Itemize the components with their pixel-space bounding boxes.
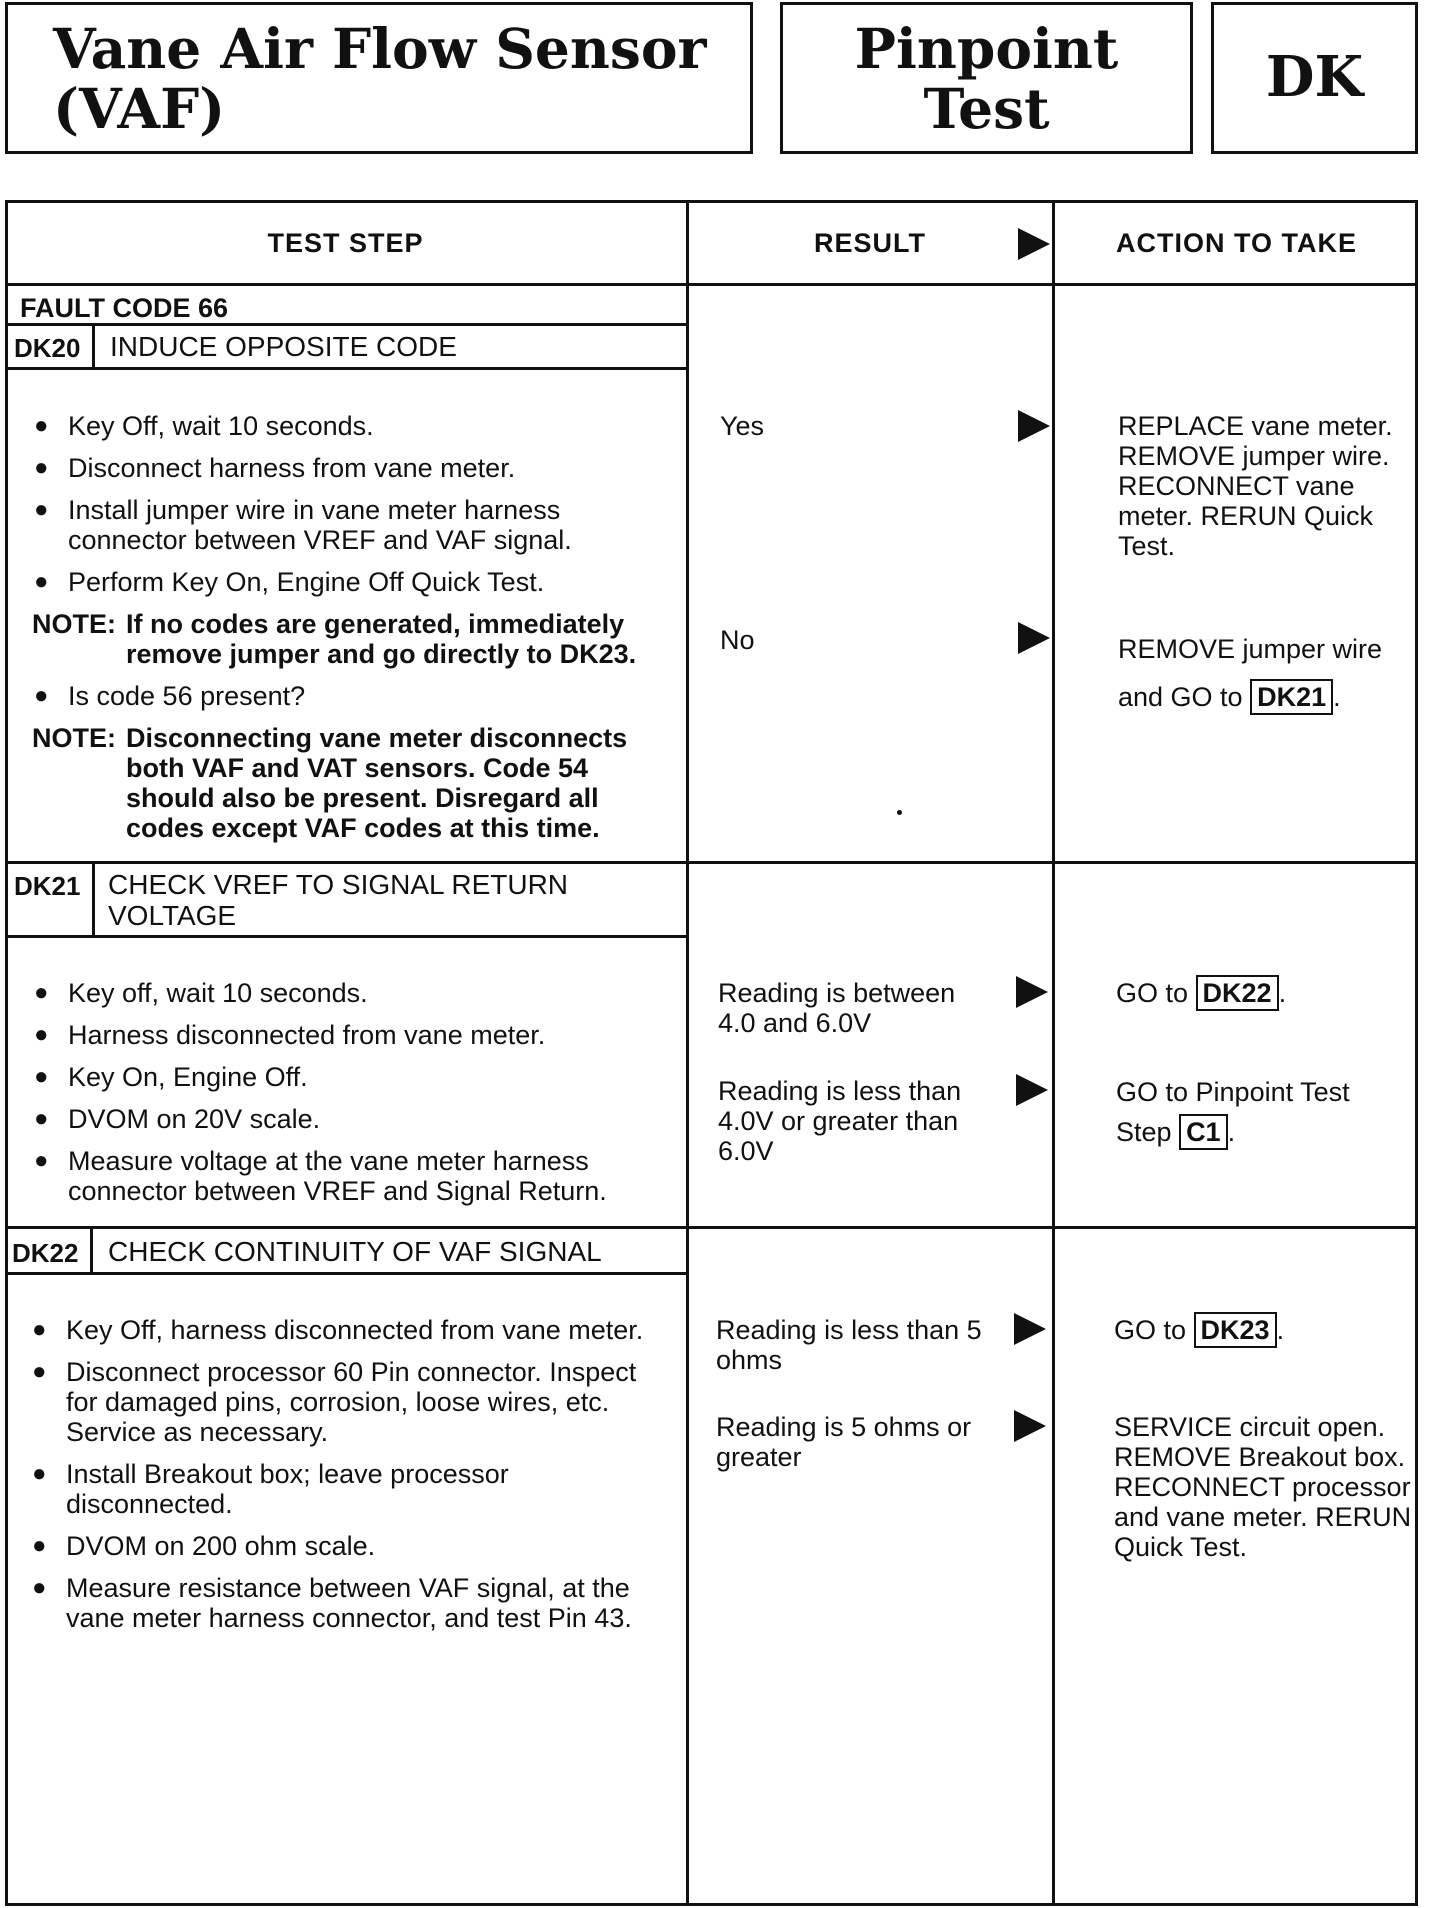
- step-ref-c1[interactable]: C1: [1179, 1114, 1228, 1150]
- list-item: ● Is code 56 present?: [34, 681, 306, 711]
- bullet-icon: ●: [32, 1532, 47, 1559]
- dk21-result-2: Reading is less than 4.0V or greater than 6.0V: [718, 1076, 962, 1166]
- dk22-id-divider: [90, 1228, 93, 1274]
- pinpoint-line-2: Test: [923, 76, 1050, 141]
- list-item: ● Harness disconnected from vane meter.: [34, 1020, 546, 1050]
- title-line-1: Vane Air Flow Sensor: [53, 16, 707, 81]
- step-title-dk22: CHECK CONTINUITY OF VAF SIGNAL: [108, 1236, 602, 1267]
- list-item: ● Key Off, wait 10 seconds.: [34, 411, 374, 441]
- bullet-icon: ●: [34, 412, 49, 439]
- bullet-icon: ●: [34, 1147, 49, 1174]
- bullet-icon: ●: [34, 1105, 49, 1132]
- list-item: ● Install jumper wire in vane meter harness connector between VREF and VAF signal.: [34, 495, 572, 555]
- title-box: [5, 2, 753, 154]
- step-id-dk22: DK22: [12, 1238, 79, 1268]
- dk20-steps: [34, 411, 674, 855]
- divider-col-2: [1052, 200, 1055, 1906]
- bullet-icon: ●: [32, 1460, 47, 1487]
- arrow-icon: [1018, 410, 1050, 442]
- step-ref-dk22[interactable]: DK22: [1196, 975, 1279, 1011]
- result-arrow-icon: [1018, 228, 1050, 260]
- dk20-id-divider: [92, 325, 95, 369]
- bullet-icon: ●: [34, 568, 49, 595]
- dk20-result-yes: Yes: [720, 411, 765, 441]
- page-title: [53, 16, 707, 141]
- dk22-action-2: SERVICE circuit open. REMOVE Breakout box. RECONNECT processor and vane meter. RERUN Quick Test.: [1114, 1412, 1412, 1562]
- fault-code-divider: [5, 323, 686, 326]
- col-result: RESULT: [814, 228, 926, 258]
- list-item: ● Key Off, harness disconnected from vane meter.: [32, 1315, 644, 1345]
- dk21-row-divider: [5, 1226, 1418, 1229]
- dk22-action-1: GO to DK23 .: [1114, 1311, 1404, 1349]
- arrow-icon: [1014, 1410, 1046, 1442]
- step-title-dk20: INDUCE OPPOSITE CODE: [110, 331, 457, 362]
- note-text: Disconnecting vane meter disconnects both VAF and VAT sensors. Code 54 should also be present. Disregard all codes except VAF codes at this time.: [126, 723, 628, 843]
- arrow-icon: [1016, 976, 1048, 1008]
- pinpoint-line-1: Pinpoint: [854, 16, 1119, 81]
- list-item: ● Measure voltage at the vane meter harness connector between VREF and Signal Return.: [34, 1146, 607, 1206]
- header-row-divider: [5, 283, 1418, 286]
- pinpoint-test-box: [780, 2, 1193, 154]
- dk21-id-divider: [92, 863, 95, 937]
- note-no-codes: [32, 609, 674, 669]
- bullet-icon: ●: [34, 1021, 49, 1048]
- dk20-title-divider: [5, 367, 686, 370]
- list-item: ● Disconnect processor 60 Pin connector. Inspect for damaged pins, corrosion, loose wires, etc. Service as necessary.: [32, 1357, 637, 1447]
- list-item: ● Perform Key On, Engine Off Quick Test.: [34, 567, 545, 597]
- list-item: ● DVOM on 200 ohm scale.: [32, 1531, 376, 1561]
- note-label: NOTE:: [32, 609, 116, 639]
- dk22-steps: [32, 1315, 672, 1645]
- scan-speck: [897, 810, 902, 815]
- dk20-row-divider: [5, 861, 1418, 864]
- test-code-box: [1211, 2, 1418, 154]
- dk22-result-2: Reading is 5 ohms or greater: [716, 1412, 972, 1472]
- list-item: ● Measure resistance between VAF signal, at the vane meter harness connector, and test Pin 43.: [32, 1573, 632, 1633]
- step-id-dk20: DK20: [14, 333, 81, 363]
- arrow-icon: [1014, 1313, 1046, 1345]
- bullet-icon: ●: [34, 496, 49, 523]
- dk20-action-yes: REPLACE vane meter. REMOVE jumper wire. RECONNECT vane meter. RERUN Quick Test.: [1118, 411, 1393, 561]
- dk21-action-1: GO to DK22 .: [1116, 974, 1406, 1012]
- list-item: ● DVOM on 20V scale.: [34, 1104, 321, 1134]
- step-ref-dk21[interactable]: DK21: [1250, 679, 1333, 715]
- bullet-icon: ●: [34, 979, 49, 1006]
- step-ref-dk23[interactable]: DK23: [1194, 1312, 1277, 1348]
- bullet-icon: ●: [32, 1574, 47, 1601]
- dk20-result-no: No: [720, 625, 755, 655]
- step-title-dk21: CHECK VREF TO SIGNAL RETURN VOLTAGE: [108, 869, 569, 931]
- step-id-dk21: DK21: [14, 871, 81, 901]
- col-action: ACTION TO TAKE: [1116, 228, 1357, 258]
- dk21-action-2: GO to Pinpoint Test Step C1 .: [1116, 1072, 1406, 1152]
- test-code: DK: [1265, 44, 1364, 110]
- bullet-icon: ●: [34, 682, 49, 709]
- bullet-icon: ●: [32, 1316, 47, 1343]
- list-item: ● Install Breakout box; leave processor disconnected.: [32, 1459, 509, 1519]
- dk22-result-1: Reading is less than 5 ohms: [716, 1315, 982, 1375]
- dk21-steps: [34, 978, 674, 1218]
- dk21-title-divider: [5, 935, 686, 938]
- arrow-icon: [1016, 1074, 1048, 1106]
- dk21-result-1: Reading is between 4.0 and 6.0V: [718, 978, 956, 1038]
- list-item: ● Key off, wait 10 seconds.: [34, 978, 368, 1008]
- arrow-icon: [1018, 622, 1050, 654]
- col-test-step: TEST STEP: [267, 228, 424, 258]
- note-disconnecting: [32, 723, 674, 843]
- bullet-icon: ●: [32, 1358, 47, 1385]
- bullet-icon: ●: [34, 454, 49, 481]
- list-item: ● Disconnect harness from vane meter.: [34, 453, 516, 483]
- dk20-action-no: REMOVE jumper wire and GO to DK21 .: [1118, 625, 1408, 721]
- bullet-icon: ●: [34, 1063, 49, 1090]
- list-item: ● Key On, Engine Off.: [34, 1062, 308, 1092]
- note-label: NOTE:: [32, 723, 116, 753]
- title-line-2: (VAF): [53, 76, 226, 141]
- dk22-title-divider: [5, 1272, 686, 1275]
- divider-col-1: [686, 200, 689, 1906]
- note-text: If no codes are generated, immediately remove jumper and go directly to DK23.: [126, 609, 637, 669]
- fault-code: FAULT CODE 66: [20, 293, 229, 323]
